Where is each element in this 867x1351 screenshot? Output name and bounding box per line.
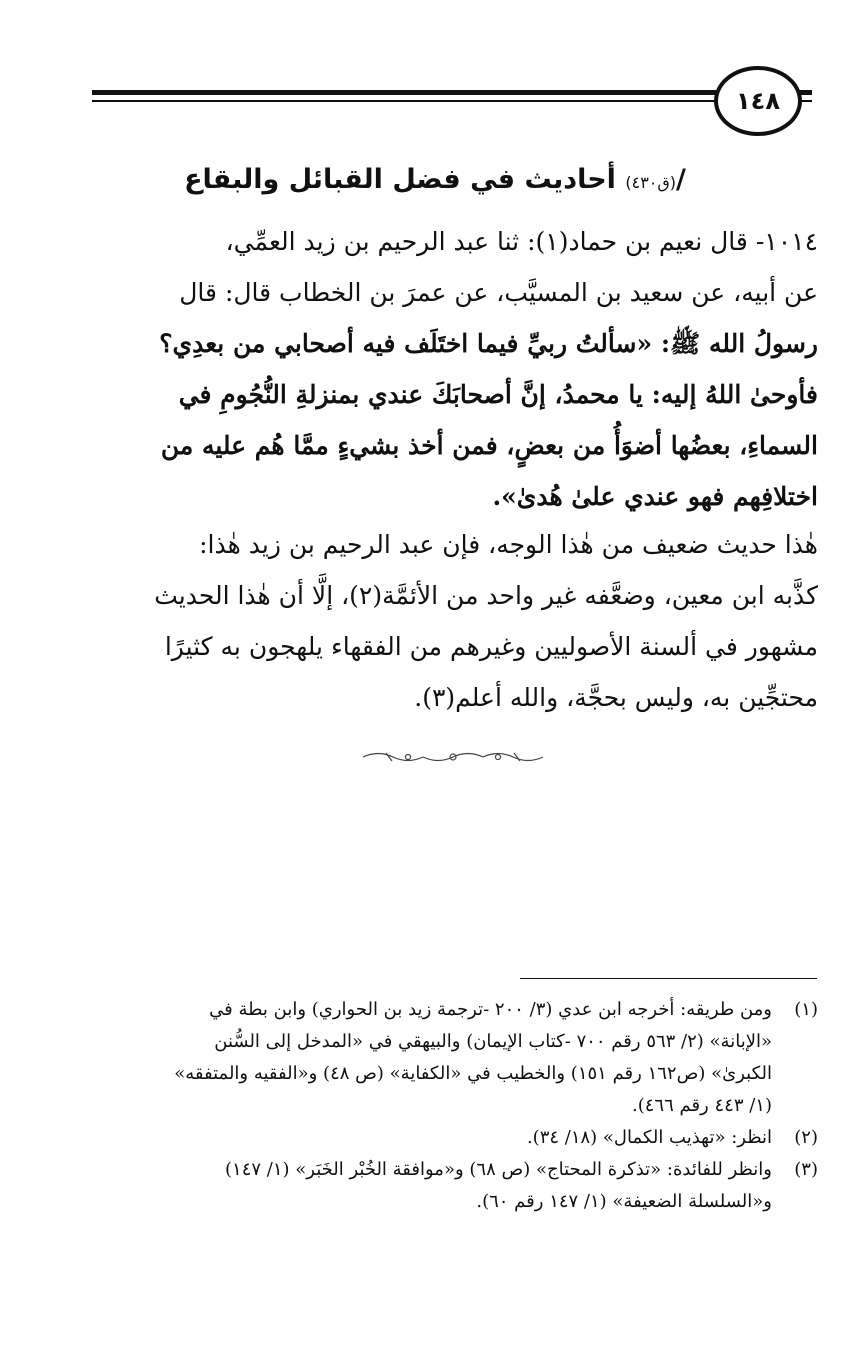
commentary-line: كذَّبه ابن معين، وضعَّفه غير واحد من الأئمَّة(٢)، إلَّا أن هٰذا الحديث: [154, 581, 818, 610]
page-number: ١٤٨: [714, 66, 802, 136]
hadith-line: السماءِ، بعضُها أضوَأُ من بعضٍ، فمن أخذ بشيءٍ ممَّا هُم عليه من: [160, 431, 818, 460]
hadith-line: عن أبيه، عن سعيد بن المسيَّب، عن عمرَ بن الخطاب قال: قال: [179, 278, 818, 307]
hadith-line: اختلافِهم فهو عندي علىٰ هُدىٰ».: [492, 482, 818, 511]
footnote-rule: [520, 978, 817, 979]
footnote-number: (٢): [794, 1127, 818, 1148]
footnote-line: وانظر للفائدة: «تذكرة المحتاج» (ص ٦٨) و«موافقة الخُبْر الخَبَر» (١/ ١٤٧): [225, 1159, 772, 1180]
hadith-line: فأوحىٰ اللهُ إليه: يا محمدُ، إنَّ أصحابَكَ عندي بمنزلةِ النُّجُومِ في: [178, 380, 818, 409]
footnote-number: (١): [794, 999, 818, 1020]
footnote-2: [88, 1122, 818, 1154]
hadith-line: ١٠١٤- قال نعيم بن حماد(١): ثنا عبد الرحيم بن زيد العمِّي،: [225, 227, 818, 256]
ornament-divider: [358, 748, 548, 766]
heading-prefix: /: [676, 164, 686, 195]
heading-title: أحاديث في فضل القبائل والبقاع: [184, 164, 616, 195]
commentary-line: هٰذا حديث ضعيف من هٰذا الوجه، فإن عبد الرحيم بن زيد هٰذا:: [199, 530, 818, 559]
footnote-line: و«السلسلة الضعيفة» (١/ ١٤٧ رقم ٦٠).: [476, 1191, 772, 1212]
commentary-text: [88, 519, 818, 723]
footnotes: [88, 994, 818, 1218]
section-heading: [150, 160, 720, 203]
footnote-line: «الإبانة» (٢/ ٥٦٣ رقم ٧٠٠ -كتاب الإيمان) والبيهقي في «المدخل إلى السُّنن: [214, 1031, 772, 1052]
footnote-line: ومن طريقه: أخرجه ابن عدي (٣/ ٢٠٠ -ترجمة زيد بن الحواري) وابن بطة في: [209, 999, 772, 1020]
footnote-line: (١/ ٤٤٣ رقم ٤٦٦).: [631, 1095, 772, 1116]
footnote-3: [88, 1154, 818, 1218]
footnote-line: الكبرىٰ» (ص١٦٢ رقم ١٥١) والخطيب في «الكفاية» (ص ٤٨) و«الفقيه والمتفقه»: [174, 1063, 772, 1084]
commentary-line: مشهور في ألسنة الأصوليين وغيرهم من الفقهاء يلهجون به كثيرًا: [164, 632, 818, 661]
footnote-1: [88, 994, 818, 1122]
manuscript-ref: (ق٤٣٠): [625, 173, 677, 192]
footnote-line: انظر: «تهذيب الكمال» (١٨/ ٣٤).: [526, 1127, 772, 1148]
footnote-number: (٣): [794, 1159, 818, 1180]
header-rule: [92, 90, 812, 108]
commentary-line: محتجِّين به، وليس بحجَّة، والله أعلم(٣).: [414, 683, 818, 712]
hadith-text: [88, 216, 818, 522]
hadith-line: رسولُ الله ﷺ: «سألتُ ربيِّ فيما اختَلَف فيه أصحابي من بعدِي؟: [159, 329, 818, 358]
